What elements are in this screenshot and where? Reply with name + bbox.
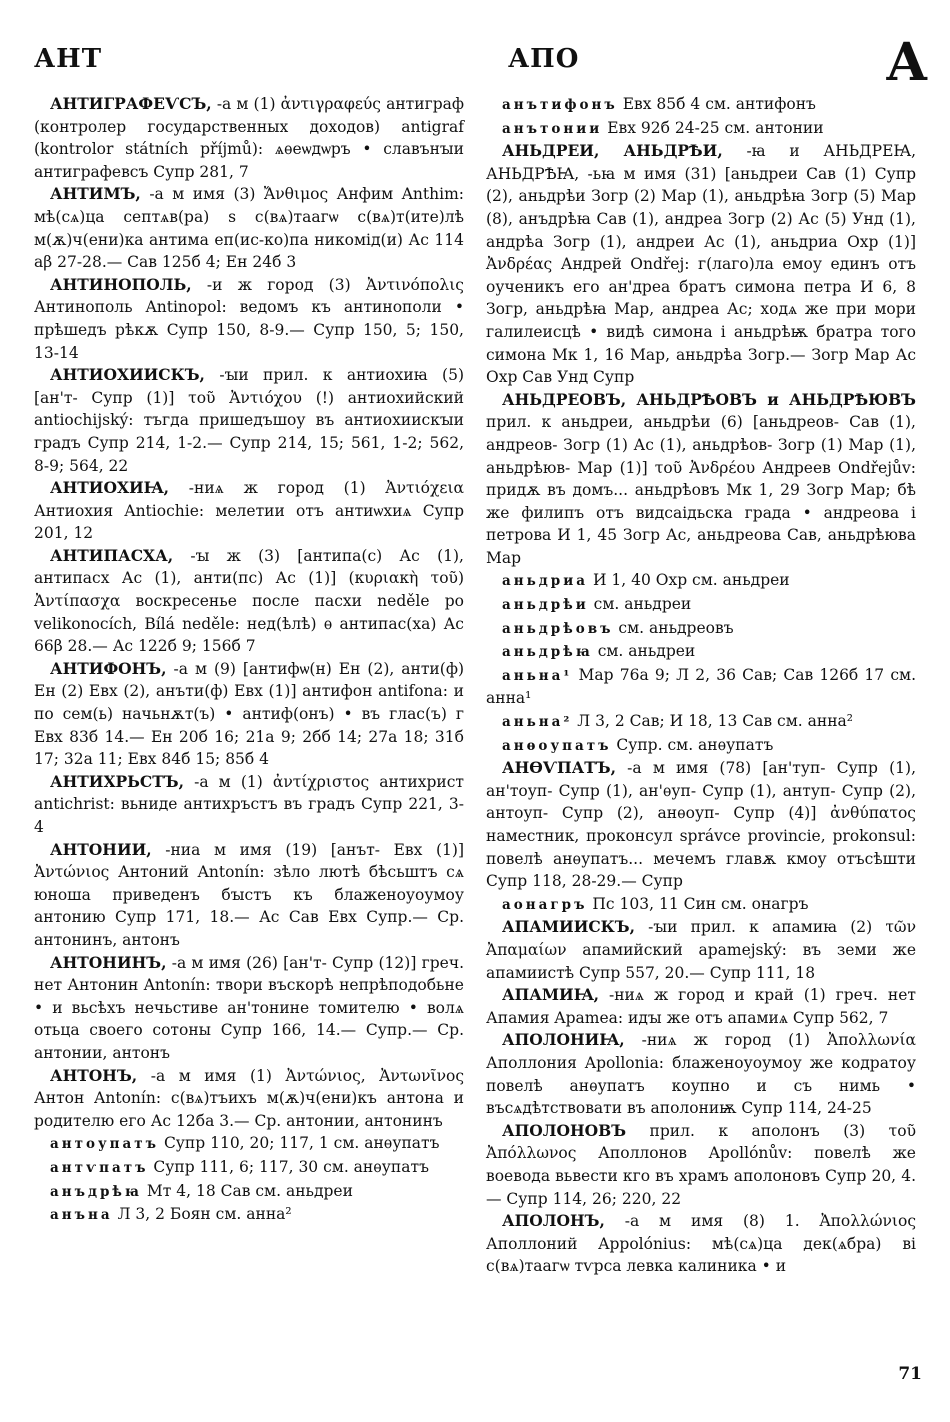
- entry-body: Пс 103, 11 Син см. онагръ: [592, 894, 809, 913]
- entry-headword: АНТИНОПОЛЬ,: [50, 274, 192, 294]
- entry-headword: АНТОНЪ,: [50, 1065, 138, 1085]
- entry-headword: АНЬДРЕИ, АНЬДРѢИ,: [502, 141, 723, 161]
- variant-form: аньдрѣи: [502, 597, 589, 614]
- page-number: 71: [898, 1364, 922, 1384]
- entry-headword: АНТИФОНЪ,: [50, 658, 167, 678]
- dictionary-entry: [486, 1029, 916, 1119]
- entry-body: -а м (9) [антифѡ(н) Ен (2), анти(ф) Ен (2) Евх (2), анъти(ф) Евх (1)] антифон antifona: и по сем(ь) начьнѫт(ъ) • антиф(онъ) • въ глас(ъ) г Евх 83б 14.— Ен 20б 16; 21а 9; 2бб 14; 27а 18; 31б 17; 32а 11; Евх 84б 15; 85б 4: [34, 659, 464, 769]
- dictionary-entry: [486, 140, 916, 389]
- dictionary-entry: [486, 984, 916, 1029]
- variant-form: аньдрѣовъ: [502, 620, 614, 637]
- left-guide-word: АНТ: [34, 44, 103, 74]
- variant-form: анъдрѣꙗ: [50, 1183, 142, 1200]
- variant-form: антѵпатъ: [50, 1159, 149, 1176]
- variant-form: анѳоупатъ: [502, 737, 612, 754]
- right-guide-word: АПО: [508, 44, 580, 74]
- entry-headword: АНТИМЪ,: [50, 184, 141, 204]
- variant-form: аньдрѣꙗ: [502, 644, 593, 661]
- entry-body: см. аньдреи: [593, 595, 692, 614]
- entry-body: -а м имя (26) [ан'т- Супр (12)] греч. нет Антонин Antonín: твори въскорѣ непрѣподобьне • и вьсѣхъ нечьстиве ан'тонине томителю • волѧ отьца своего сотоны Супр 166, 14.— Супр.— Ср. антонии, антонъ: [34, 953, 464, 1062]
- entry-body: Евх 85б 4 см. антифонъ: [622, 95, 816, 113]
- dictionary-entry: [486, 1120, 916, 1210]
- entry-body: И 1, 40 Охр см. аньдреи: [592, 571, 790, 590]
- dictionary-entry: [486, 710, 916, 734]
- entry-headword: АНТИОХИИСКЪ,: [50, 365, 205, 385]
- entry-headword: АНѲѴПАТЪ,: [502, 758, 616, 778]
- entry-body: -ниѧ ж город (1) Ἀπολλωνία Аполлония Apollonia: блаженоуоумоу же кодратоу повелѣ анѳупатъ коупно и съ нимь • въсѧдѣтствовати въ аполониѭ Супр 114, 24-25: [486, 1031, 916, 1118]
- left-column: [34, 93, 464, 1227]
- entry-headword: АНТОНИНЪ,: [50, 952, 167, 972]
- dictionary-entry: [486, 1210, 916, 1278]
- entry-body: -ꙑ ж (3) [антипа(с) Ас (1), антипасх Ас (1), анти(пс) Ас (1)] (κυριακὴ τοῦ) Ἀντίπασχα воскресенье после пасхи neděle po velikonocích, Bílá neděle: нед(ѣлѣ) ѳ антипас(ха) Ас 66β 28.— Ас 122б 9; 156б 7: [34, 546, 464, 656]
- dictionary-entry: [34, 839, 464, 952]
- entry-headword: АПОЛОНИꙖ,: [502, 1030, 625, 1050]
- dictionary-entry: [34, 1156, 464, 1180]
- dictionary-entry: [34, 1203, 464, 1227]
- dictionary-entry: [486, 593, 916, 617]
- dictionary-entry: [34, 952, 464, 1065]
- entry-body: прил. к аньдреи, аньдрѣи (6) [аньдреов- Сав (1), андреов- Зогр (1) Ас (1), аньдрѣов- Зогр (1) Мар (1), аньдрѣюв- Мар (1)] τοῦ Ἀνδρέου Андреев Ondřejův: придѫ въ домъ... аньдрѣовъ Мк 1, 29 Зогр Мар; бѣ же филипъ отъ видсаідьска града • андреова і петрова И 1, 45 Зогр Ас, аньдреова Сав, аньдрѣюва Мар: [486, 413, 916, 567]
- entry-headword: АНТИГРАФЕѴСЪ,: [50, 94, 212, 113]
- variant-form: анътонии: [502, 120, 603, 137]
- entry-headword: АНТИХРЬСТЪ,: [50, 771, 185, 791]
- dictionary-entry: [34, 1180, 464, 1204]
- dictionary-entry: [486, 757, 916, 893]
- entry-body: -а м (1) ἀντίχριστος антихрист antichrist: вьниде антихръстъ въ градъ Супр 221, 3-4: [34, 772, 464, 836]
- dictionary-entry: [486, 569, 916, 593]
- dictionary-entry: [486, 640, 916, 664]
- entry-body: Супр 110, 20; 117, 1 см. анѳупатъ: [163, 1134, 440, 1153]
- dictionary-entry: [486, 117, 916, 141]
- entry-body: -а м имя (8) 1. Ἀπολλώνιος Аполлоний Appolónius: мѣ(сѧ)ца дек(ѧбра) ві с(вѧ)таагѡ тѵрса левка калиника • и: [486, 1212, 916, 1276]
- entry-headword: АНТИПАСХА,: [50, 545, 174, 565]
- dictionary-entry: [34, 183, 464, 273]
- entry-body: -а м (1) ἀντιγραφεύς антиграф (контролер государственных доходов) antigraf (kontrolor státních příjmů): ѧѳеѡдѡръ • славънꙑи антиграфевсъ Супр 281, 7: [34, 95, 464, 181]
- entry-body: Супр. см. анѳупатъ: [616, 735, 774, 754]
- variant-form: анъна: [50, 1207, 113, 1224]
- entry-body: Супр 111, 6; 117, 30 см. анѳупатъ: [153, 1157, 429, 1176]
- dictionary-entry: [34, 93, 464, 183]
- entry-body: прил. к аполонъ (3) τοῦ Ἀπόλλωνος Аполлонов Apollónův: повелѣ же воевода вьвести кго въ храмъ аполоновъ Супр 20, 4.— Супр 114, 26; 220, 22: [486, 1121, 916, 1208]
- section-letter: А: [885, 32, 928, 93]
- entry-body: -а м имя (1) Ἀντώνιος, Ἀντωνῖνος Антон Antonín: с(вѧ)тъихъ м(ѫ)ч(ени)къ антона и родителю его Ас 12ба 3.— Ср. антонии, антонинъ: [34, 1066, 465, 1130]
- page-header: [0, 32, 950, 93]
- dictionary-entry: [486, 916, 916, 984]
- entry-headword: АНТОНИИ,: [50, 839, 152, 859]
- entry-headword: АПАМИИСКЪ,: [502, 917, 635, 937]
- entry-body: -и ж город (3) Ἀντινόπολις Антинополь Antinopol: ведомъ къ антинополи • прѣшедъ рѣкѫ Супр 150, 8-9.— Супр 150, 5; 150, 13-14: [34, 275, 464, 362]
- entry-body: -ниѧ ж город (1) Ἀντιόχεια Антиохия Antiochie: мелетии отъ антиѡхиѧ Супр 201, 12: [34, 479, 464, 543]
- entry-headword: АПОЛОНОВЪ: [502, 1120, 627, 1140]
- dictionary-entry: [34, 771, 464, 839]
- dictionary-entry: [486, 93, 916, 117]
- entry-body: см. аньдреи: [597, 642, 696, 661]
- entry-body: -а м имя (78) [ан'туп- Супр (1), ан'тоуп- Супр (1), ан'ѳуп- Супр (1), антуп- Супр (2), антоуп- Супр (2), анѳоуп- Супр (4)] ἀνθύπατος наместник, проконсул správce provincie, prokonsul: повелѣ анѳупатъ... мечемъ главѫ кмоу отъсѣшти Супр 118, 28-29.— Супр: [486, 759, 916, 891]
- dictionary-entry: [34, 477, 464, 545]
- entry-body: Евх 92б 24-25 см. антонии: [607, 118, 824, 137]
- dictionary-entry: [34, 658, 464, 771]
- dictionary-entry: [34, 364, 464, 477]
- dictionary-entry: [486, 734, 916, 758]
- variant-form: аонагръ: [502, 896, 588, 913]
- dictionary-entry: [486, 664, 916, 710]
- entry-body: см. аньдреовъ: [618, 618, 734, 637]
- entry-body: -ꙑи прил. к апамиꙗ (2) τῶν Ἀπαμαίων апамийский apamejský: въ земи же апамиистѣ Супр 557, 20.— Супр 111, 18: [486, 918, 916, 982]
- entry-body: Л 3, 2 Боян см. анна²: [117, 1205, 292, 1224]
- entry-body: -ниа м имя (19) [анът- Евх (1)] Ἀντώνιος Антоний Antonín: зѣло лютѣ бѣсьштъ сѧ юноша приведенъ бꙑстъ къ блаженоуоумоу антонию Супр 171, 18.— Ас Сав Евх Супр.— Ср. антонинъ, антонъ: [34, 840, 464, 949]
- entry-body: -ꙑи прил. к антиохиꙗ (5) [ан'т- Супр (1)] τοῦ Ἀντιόχου (!) антиохийский antiochijský: тъгда пришедъшоу въ антиохиискꙑи градъ Супр 214, 1-2.— Супр 214, 15; 561, 1-2; 562, 8-9; 564, 22: [34, 366, 464, 475]
- entry-body: -а м имя (3) Ἄνθιμος Анфим Anthim: мѣ(сѧ)ца септѧв(ра) ѕ с(вѧ)таагѡ с(вѧ)т(ите)лѣ м(ѫ)ч(ени)ка антима еп(ис-ко)па никомід(и) Ас 114 аβ 27-28.— Сав 125б 4; Ен 24б 3: [34, 185, 464, 272]
- variant-form: антоупатъ: [50, 1136, 159, 1153]
- entry-headword: АПОЛОНЪ,: [502, 1211, 605, 1231]
- dictionary-entry: [486, 389, 916, 570]
- entry-body: Мт 4, 18 Сав см. аньдреи: [146, 1181, 353, 1200]
- entry-body: -ꙗ и АНЬДРЕꙖ, АНЬДРѢꙖ, -ьꙗ м имя (31) [аньдреи Сав (1) Супр (2), аньдрѣи Зогр (2) Мар (1), аньдрѣꙗ Зогр (5) Мар (8), анъдрѣꙗ Сав (1), андреа Зогр (2) Ас (5) Унд (1), андрѣа Зогр (1), андреи Ас (1), аньдриа Охр (1)] Ἀνδρέας Андрей Ondřej: г(лаго)ла емоу единъ отъ оученикъ его ан'дреа братъ симона петра И 6, 8 Зогр, аньдрѣꙗ Мар, андреа Ас; ходѧ же при мори галилеисцѣ • видѣ симона і аньдрѣѭ братра того симона Мк 1, 16 Мар, аньдрѣа Зогр.— Зогр Мар Ас Охр Сав Унд Супр: [486, 142, 916, 387]
- entry-headword: АНТИОХИꙖ,: [50, 478, 169, 498]
- dictionary-entry: [34, 1132, 464, 1156]
- entry-headword: АПАМИꙖ,: [502, 985, 600, 1005]
- entry-body: Л 3, 2 Сав; И 18, 13 Сав см. анна²: [577, 712, 853, 731]
- variant-form: аньдриа: [502, 573, 588, 590]
- dictionary-entry: [34, 545, 464, 658]
- dictionary-entry: [34, 1065, 464, 1133]
- dictionary-entry: [486, 617, 916, 641]
- variant-form: аньна²: [502, 714, 573, 731]
- entry-headword: АНЬДРЕОВЪ, АНЬДРѢОВЪ и АНЬДРѢЮВЪ: [502, 389, 916, 409]
- entry-body: -ниѧ ж город и край (1) греч. нет Апамия Apamea: идꙑ же отъ апамиѧ Супр 562, 7: [486, 986, 916, 1027]
- right-column: [486, 93, 916, 1278]
- variant-form: анътифонъ: [502, 97, 618, 113]
- entry-body: Мар 76а 9; Л 2, 36 Сав; Сав 126б 17 см. анна¹: [486, 665, 916, 708]
- dictionary-entry: [486, 893, 916, 917]
- dictionary-entry: [34, 274, 464, 364]
- variant-form: аньна¹: [502, 667, 573, 684]
